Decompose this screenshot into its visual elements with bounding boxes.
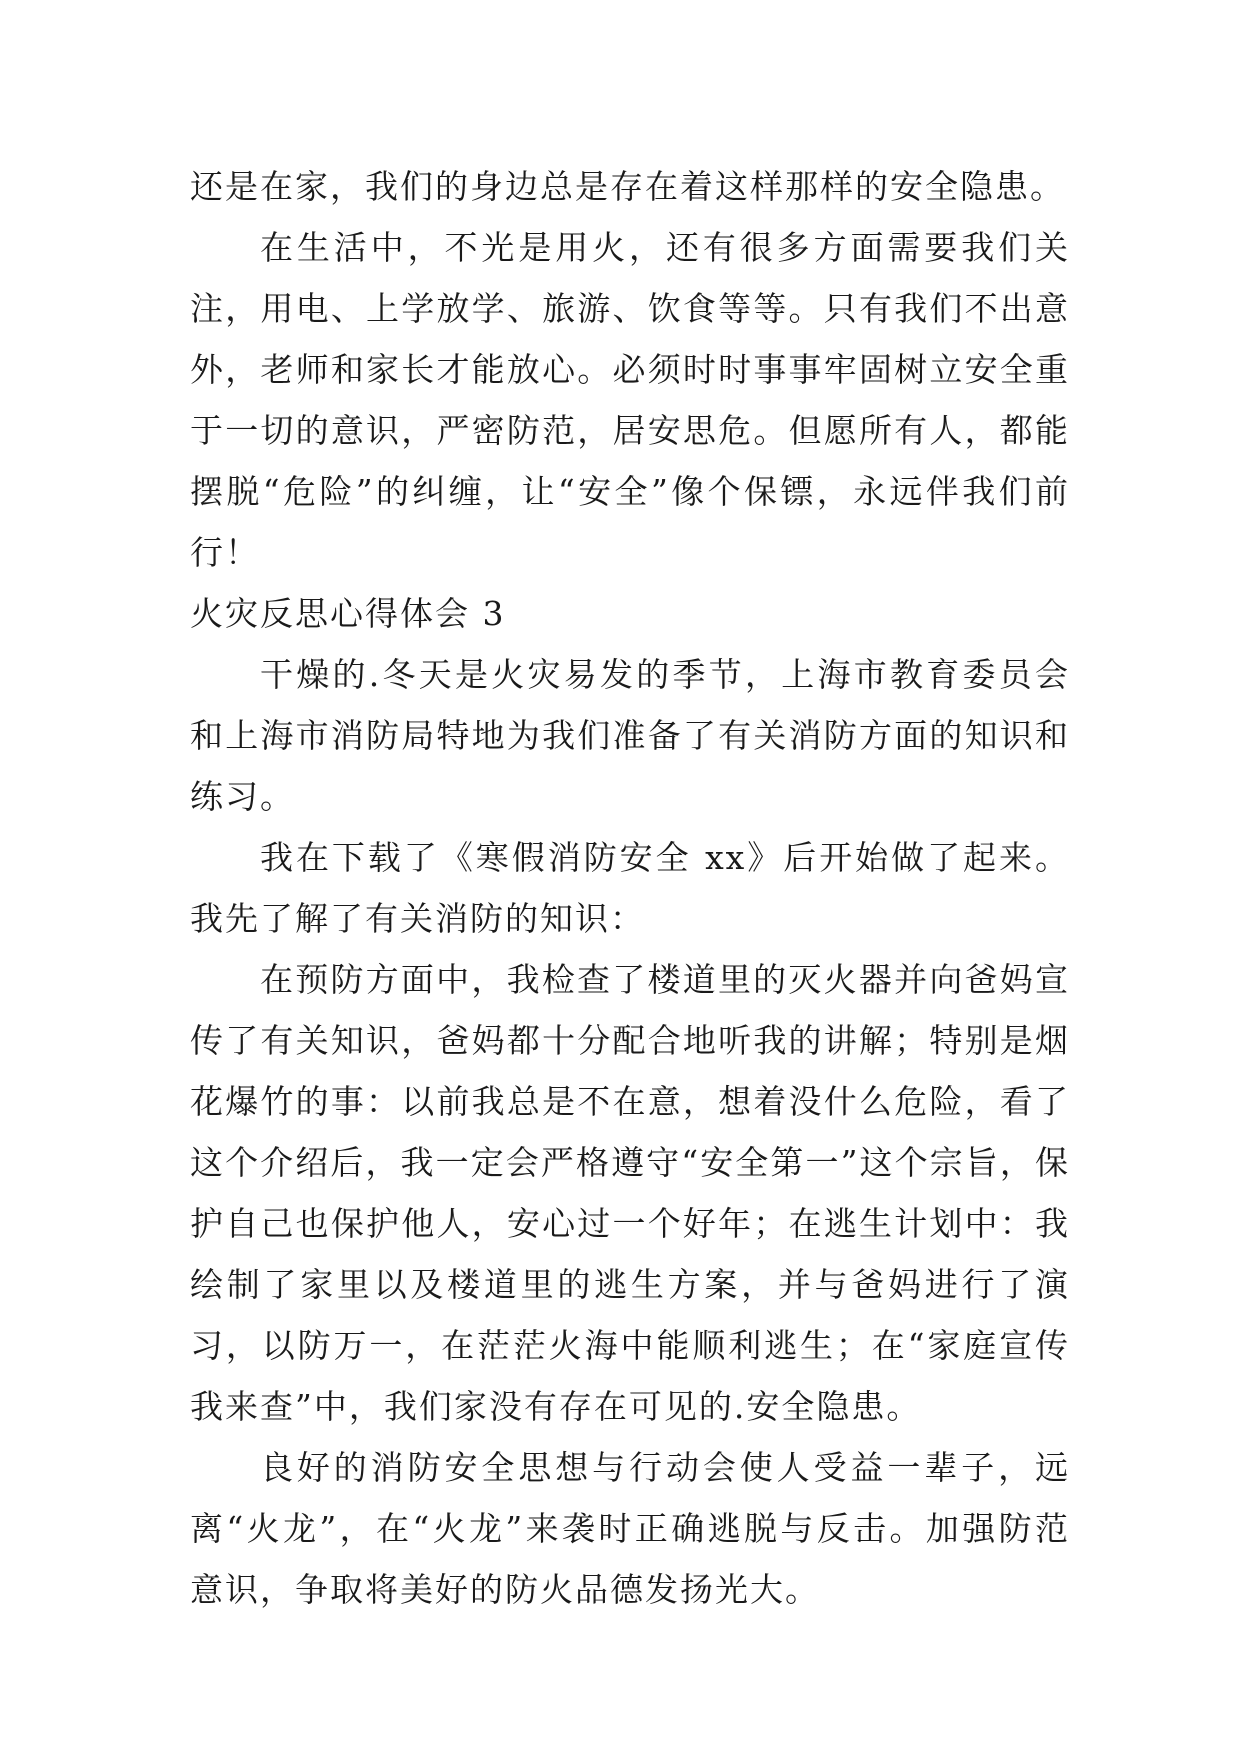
paragraph-download: 我在下载了《寒假消防安全 xx》后开始做了起来。我先了解了有关消防的知识：	[190, 838, 1070, 938]
paragraph-conclusion: 良好的消防安全思想与行动会使人受益一辈子，远离“火龙”，在“火龙”来袭时正确逃脱与反击。加强防范意识，争取将美好的防火品德发扬光大。	[190, 1448, 1070, 1609]
paragraph-safety-awareness: 在生活中，不光是用火，还有很多方面需要我们关注，用电、上学放学、旅游、饮食等等。只有我们不出意外，老师和家长才能放心。必须时时事事牢固树立安全重于一切的意识，严密防范，居安思危。但愿所有人，都能摆脱“危险”的纠缠，让“安全”像个保镖，永远伴我们前行！	[190, 228, 1070, 572]
document-body	[190, 156, 1070, 1620]
paragraph-continuation: 还是在家，我们的身边总是存在着这样那样的安全隐患。	[190, 167, 1065, 206]
section-title: 火灾反思心得体会 3	[190, 594, 506, 633]
paragraph-winter-fire: 干燥的.冬天是火灾易发的季节，上海市教育委员会和上海市消防局特地为我们准备了有关消防方面的知识和练习。	[190, 655, 1070, 816]
paragraph-prevention: 在预防方面中，我检查了楼道里的灭火器并向爸妈宣传了有关知识，爸妈都十分配合地听我的讲解；特别是烟花爆竹的事：以前我总是不在意，想着没什么危险，看了这个介绍后，我一定会严格遵守“安全第一”这个宗旨，保护自己也保护他人，安心过一个好年；在逃生计划中：我绘制了家里以及楼道里的逃生方案，并与爸妈进行了演习，以防万一，在茫茫火海中能顺利逃生；在“家庭宣传我来查”中，我们家没有存在可见的.安全隐患。	[190, 960, 1070, 1426]
